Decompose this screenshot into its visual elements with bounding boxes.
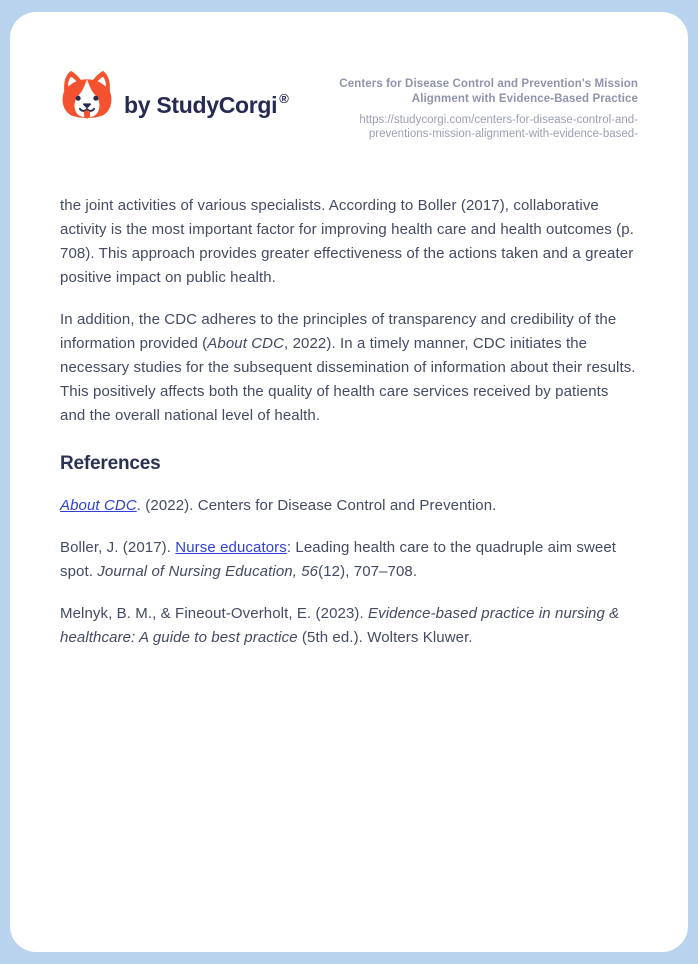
text-segment: , 2022). In a timely manner, CDC initiates the necessary studies for the subsequent dissemination of information about their results. This positively affects both the quality of health care services received by patients and the overall national level of health. bbox=[60, 335, 636, 424]
reference-link[interactable]: Nurse educators bbox=[175, 539, 287, 556]
registered-mark-icon: ® bbox=[279, 91, 289, 106]
studycorgi-logo[interactable] bbox=[60, 67, 289, 127]
document-url-link[interactable]: https://studycorgi.com/centers-for-disease-control-and-preventions-mission-alignment-with-evidence-based- bbox=[359, 114, 638, 140]
text-segment: About CDC bbox=[207, 335, 285, 352]
document-meta bbox=[314, 77, 638, 141]
brand-name: by StudyCorgi bbox=[124, 92, 278, 118]
text-segment: the joint activities of various specialists. According to Boller (2017), collaborative activity is the most important factor for improving health care and health outcomes (p. 708). This approach provides greater effectiveness of the actions taken and a greater positive impact on public health. bbox=[60, 197, 634, 286]
text-segment: : Leading health care to the quadruple aim sweet spot. bbox=[60, 539, 617, 580]
text-segment: In addition, the CDC adheres to the principles of transparency and credibility of the information provided ( bbox=[60, 311, 617, 352]
text-segment: (5th ed.). Wolters Kluwer. bbox=[297, 629, 473, 646]
text-segment: Melnyk, B. M., & Fineout-Overholt, E. (2023). bbox=[60, 605, 369, 622]
text-segment: Journal of Nursing Education, 56 bbox=[97, 563, 319, 580]
text-segment: . (2022). Centers for Disease Control and Prevention. bbox=[136, 497, 497, 514]
brand-text bbox=[124, 91, 289, 119]
reference-entry bbox=[60, 536, 638, 584]
body-paragraph bbox=[60, 194, 638, 290]
corgi-logo-icon bbox=[60, 67, 114, 127]
document-card bbox=[10, 12, 688, 952]
document-title: Centers for Disease Control and Prevention's Mission Alignment with Evidence-Based Practice bbox=[339, 78, 638, 105]
reference-entry bbox=[60, 602, 638, 650]
text-segment: Evidence-based practice in nursing & healthcare: A guide to best practice bbox=[60, 605, 620, 646]
text-segment: (12), 707–708. bbox=[318, 563, 418, 580]
reference-link[interactable]: About CDC bbox=[60, 497, 137, 514]
reference-entry bbox=[60, 494, 638, 518]
article-content bbox=[60, 194, 638, 650]
references-heading: References bbox=[60, 453, 161, 474]
references-list bbox=[60, 494, 638, 650]
text-segment: Boller, J. (2017). bbox=[60, 539, 176, 556]
body-paragraph bbox=[60, 308, 638, 428]
header bbox=[60, 67, 638, 141]
